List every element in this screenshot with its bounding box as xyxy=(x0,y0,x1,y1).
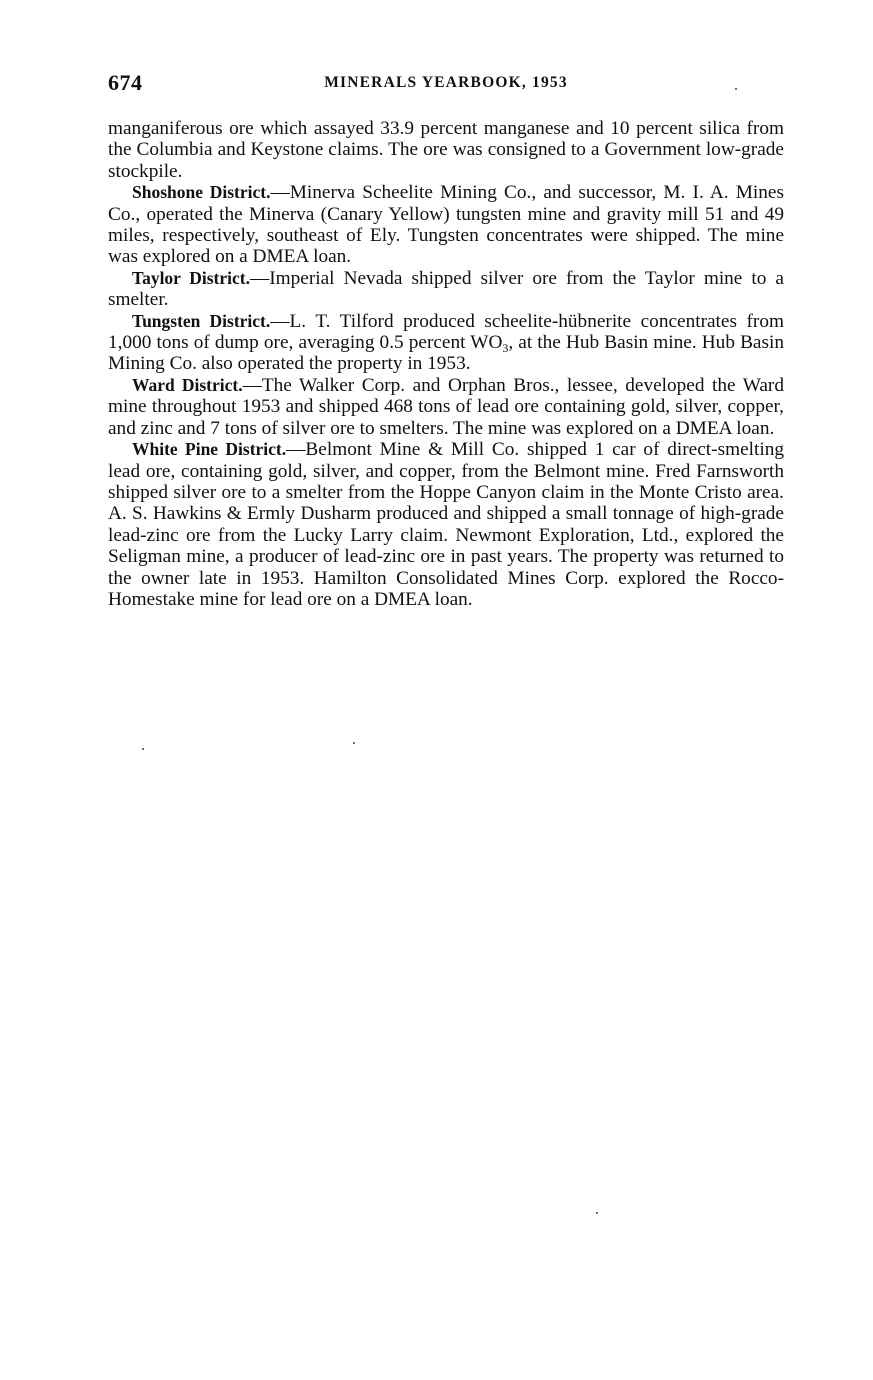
paragraph-text: —The Walker Corp. and Orphan Bros., lessee, developed the Ward mine throughout 1953 and shipped 468 tons of lead ore containing gold, silver, copper, and zinc and 7 tons of silver ore to smelters. The mine was explored on a DMEA loan. xyxy=(108,374,784,439)
paragraph-text: manganiferous ore which assayed 33.9 percent manganese and 10 percent silica from the Columbia and Keystone claims. The ore was consigned to a Government low-grade stockpile. xyxy=(108,118,784,182)
paragraph-text: —Imperial Nevada shipped silver ore from the Taylor mine to a smelter. xyxy=(108,267,784,311)
paragraph-taylor-district xyxy=(108,268,784,311)
scan-speck xyxy=(596,1212,598,1214)
scan-speck xyxy=(142,748,144,750)
district-heading: Ward District. xyxy=(132,374,243,395)
district-heading: Taylor District. xyxy=(132,267,250,288)
page-number: 674 xyxy=(108,70,143,95)
scan-speck xyxy=(735,88,737,90)
paragraph-text: —Minerva Scheelite Mining Co., and successor, M. I. A. Mines Co., operated the Minerva (Canary Yellow) tungsten mine and gravity mill 51 and 49 miles, respectively, southeast of Ely. Tungsten concentrates were shipped. The mine was explored on a DMEA loan. xyxy=(108,182,784,268)
paragraph-ward-district xyxy=(108,375,784,439)
scan-speck xyxy=(353,742,355,744)
paragraph-white-pine-district xyxy=(108,439,784,610)
running-title: MINERALS YEARBOOK, 1953 xyxy=(324,74,568,91)
body-text xyxy=(108,118,784,610)
paragraph-text-continued: , at the Hub Basin mine. Hub Basin Mining Co. also operated the property in 1953. xyxy=(108,332,784,375)
paragraph-text: —Belmont Mine & Mill Co. shipped 1 car of direct-smelting lead ore, containing gold, silver, and copper, from the Belmont mine. Fred Farnsworth shipped silver ore to a smelter from the Hoppe Canyon claim in the Monte Cristo area. A. S. Hawkins & Ermly Dusharm produced and shipped a small tonnage of high-grade lead-zinc ore from the Lucky Larry claim. Newmont Exploration, Ltd., explored the Seligman mine, a producer of lead-zinc ore in past years. The property was returned to the owner late in 1953. Hamilton Consolidated Mines Corp. explored the Rocco-Homestake mine for lead ore on a DMEA loan. xyxy=(108,439,784,610)
paragraph-tungsten-district xyxy=(108,311,784,375)
subscript: 3 xyxy=(502,341,509,356)
paragraph-text: —L. T. Tilford produced scheelite-hübnerite concentrates from 1,000 tons of dump ore, averaging 0.5 percent WO xyxy=(108,310,784,354)
district-heading: Tungsten District. xyxy=(132,310,271,331)
paragraph-continuation xyxy=(108,118,784,182)
paragraph-shoshone-district xyxy=(108,182,784,268)
page-header xyxy=(108,70,784,100)
district-heading: Shoshone District. xyxy=(132,182,271,203)
district-heading: White Pine District. xyxy=(132,439,287,460)
